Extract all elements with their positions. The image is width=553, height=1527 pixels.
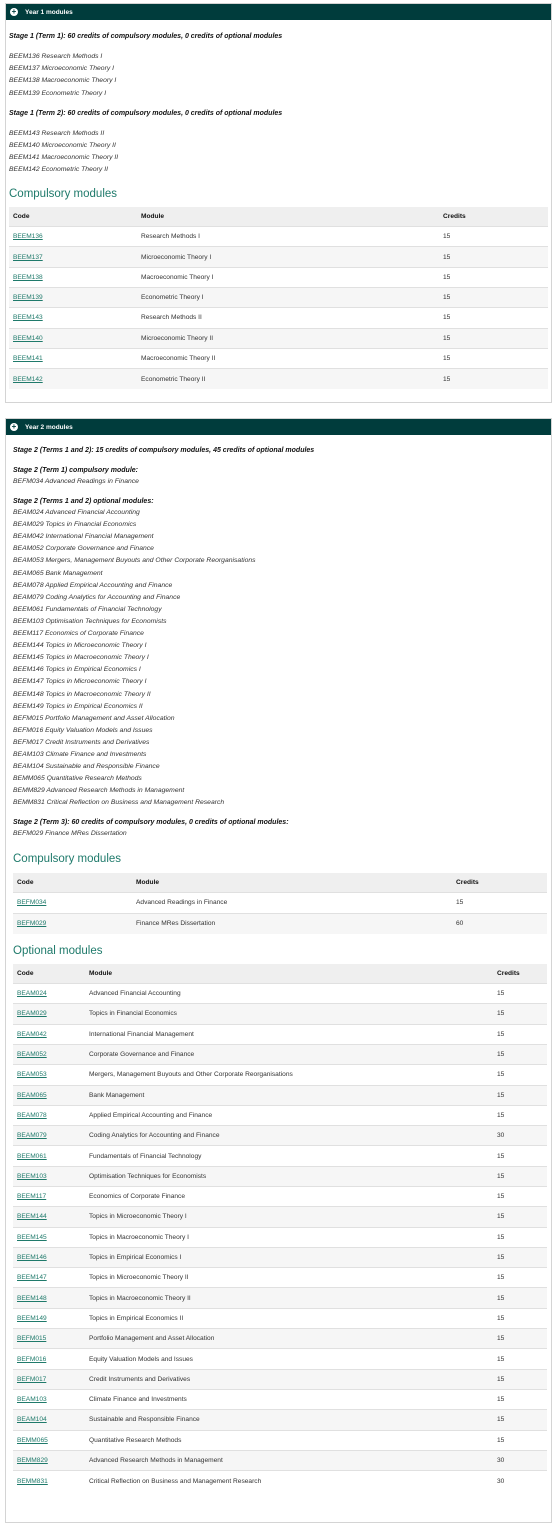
module-code-link[interactable]: BEEM061 bbox=[17, 1152, 47, 1160]
module-name-cell: Critical Reflection on Business and Management Research bbox=[85, 1471, 493, 1491]
stage1-term2-title: Stage 1 (Term 2): 60 credits of compulsory modules, 0 credits of optional modules bbox=[9, 109, 283, 117]
module-name-cell: Mergers, Management Buyouts and Other Corporate Reorganisations bbox=[85, 1065, 493, 1085]
module-code-link[interactable]: BEEM137 bbox=[13, 253, 43, 261]
list-item: BEMM831 Critical Reflection on Business and Management Research bbox=[13, 799, 225, 807]
module-name-cell: Topics in Macroeconomic Theory I bbox=[85, 1227, 493, 1247]
list-item: BEEM147 Topics in Microeconomic Theory I bbox=[13, 678, 147, 686]
column-header-code: Code bbox=[9, 207, 137, 227]
list-item: BEAM078 Applied Empirical Accounting and Finance bbox=[13, 581, 173, 589]
module-name-cell: Topics in Macroeconomic Theory II bbox=[85, 1288, 493, 1308]
module-name-cell: Fundamentals of Financial Technology bbox=[85, 1146, 493, 1166]
stage1-term2-list bbox=[9, 128, 548, 177]
table-row bbox=[13, 1471, 547, 1491]
credits-cell: 30 bbox=[493, 1126, 547, 1146]
credits-cell: 15 bbox=[439, 328, 548, 348]
module-code-cell bbox=[13, 1450, 85, 1470]
column-header-credits: Credits bbox=[452, 873, 547, 893]
list-item: BEEM143 Research Methods II bbox=[9, 129, 105, 137]
stage1-term1-list bbox=[9, 51, 548, 100]
module-code-link[interactable]: BEAM103 bbox=[17, 1396, 47, 1404]
credits-cell: 15 bbox=[493, 1207, 547, 1227]
module-name-cell: Topics in Microeconomic Theory II bbox=[85, 1268, 493, 1288]
credits-cell: 15 bbox=[493, 1288, 547, 1308]
module-name-cell: Advanced Research Methods in Management bbox=[85, 1450, 493, 1470]
list-item: BEAM053 Mergers, Management Buyouts and Other Corporate Reorganisations bbox=[13, 557, 256, 565]
module-code-link[interactable]: BEFM015 bbox=[17, 1335, 47, 1343]
module-name-cell: Climate Finance and Investments bbox=[85, 1389, 493, 1409]
list-item: BEEM137 Microeconomic Theory I bbox=[9, 65, 115, 73]
table-header-row bbox=[13, 873, 547, 893]
list-item: BEAM052 Corporate Governance and Finance bbox=[13, 545, 154, 553]
table-row bbox=[9, 247, 548, 267]
list-item: BEEM141 Macroeconomic Theory II bbox=[9, 154, 119, 162]
module-code-cell bbox=[13, 1044, 85, 1064]
year1-compulsory-title: Compulsory modules bbox=[9, 187, 118, 200]
module-name-cell: Topics in Microeconomic Theory I bbox=[85, 1207, 493, 1227]
table-row bbox=[9, 348, 548, 368]
module-name-cell: Econometric Theory I bbox=[137, 288, 439, 308]
list-item: BEEM061 Fundamentals of Financial Technology bbox=[13, 605, 162, 613]
module-code-cell bbox=[9, 348, 137, 368]
column-header-module: Module bbox=[137, 207, 439, 227]
module-name-cell: Microeconomic Theory I bbox=[137, 247, 439, 267]
credits-cell: 15 bbox=[439, 247, 548, 267]
table-row bbox=[13, 913, 547, 934]
module-name-cell: Research Methods I bbox=[137, 227, 439, 247]
year2-compulsory-title: Compulsory modules bbox=[13, 852, 122, 865]
table-row bbox=[9, 328, 548, 348]
table-row bbox=[13, 1308, 547, 1328]
module-code-link[interactable]: BEEM140 bbox=[13, 334, 43, 342]
column-header-code: Code bbox=[13, 873, 132, 893]
table-row bbox=[9, 369, 548, 389]
module-name-cell: Optimisation Techniques for Economists bbox=[85, 1166, 493, 1186]
module-code-link[interactable]: BEEM117 bbox=[17, 1193, 47, 1201]
list-item: BEEM145 Topics in Macroeconomic Theory I bbox=[13, 654, 149, 662]
stage2-term1-list bbox=[13, 476, 547, 488]
list-item: BEAM104 Sustainable and Responsible Finance bbox=[13, 763, 160, 771]
module-code-cell bbox=[13, 1126, 85, 1146]
module-code-link[interactable]: BEEM142 bbox=[13, 375, 43, 383]
credits-cell: 30 bbox=[493, 1450, 547, 1470]
module-code-link[interactable]: BEEM146 bbox=[17, 1254, 47, 1262]
module-code-link[interactable]: BEEM138 bbox=[13, 273, 43, 281]
module-name-cell: Advanced Readings in Finance bbox=[132, 893, 452, 914]
module-code-link[interactable]: BEEM147 bbox=[17, 1274, 47, 1282]
module-name-cell: Applied Empirical Accounting and Finance bbox=[85, 1105, 493, 1125]
list-item: BEEM149 Topics in Empirical Economics II bbox=[13, 702, 143, 710]
credits-cell: 15 bbox=[439, 369, 548, 389]
module-code-cell bbox=[9, 247, 137, 267]
table-row bbox=[9, 288, 548, 308]
year1-accordion-header[interactable] bbox=[6, 4, 551, 20]
module-code-cell bbox=[13, 1166, 85, 1186]
table-row bbox=[13, 1166, 547, 1186]
module-code-link[interactable]: BEEM136 bbox=[13, 233, 43, 241]
column-header-code: Code bbox=[13, 964, 85, 984]
table-row bbox=[13, 1004, 547, 1024]
module-code-link[interactable]: BEMM831 bbox=[17, 1477, 48, 1485]
table-row bbox=[13, 1085, 547, 1105]
module-name-cell: Econometric Theory II bbox=[137, 369, 439, 389]
module-code-cell bbox=[13, 1329, 85, 1349]
credits-cell: 15 bbox=[439, 308, 548, 328]
list-item: BEEM148 Topics in Macroeconomic Theory II bbox=[13, 690, 151, 698]
list-item: BEAM103 Climate Finance and Investments bbox=[13, 750, 147, 758]
module-name-cell: Economics of Corporate Finance bbox=[85, 1187, 493, 1207]
module-name-cell: International Financial Management bbox=[85, 1024, 493, 1044]
module-code-link[interactable]: BEEM148 bbox=[17, 1294, 47, 1302]
stage2-optional-title: Stage 2 (Terms 1 and 2) optional modules: bbox=[13, 498, 154, 506]
list-item: BEAM065 Bank Management bbox=[13, 569, 103, 577]
credits-cell: 15 bbox=[493, 1065, 547, 1085]
module-name-cell: Portfolio Management and Asset Allocation bbox=[85, 1329, 493, 1349]
module-code-link[interactable]: BEEM149 bbox=[17, 1314, 47, 1322]
module-code-link[interactable]: BEEM143 bbox=[13, 314, 43, 322]
year2-accordion-header[interactable] bbox=[6, 419, 551, 435]
table-row bbox=[13, 1105, 547, 1125]
table-row bbox=[13, 1329, 547, 1349]
column-header-module: Module bbox=[132, 873, 452, 893]
table-row bbox=[13, 893, 547, 914]
table-header-row bbox=[9, 207, 548, 227]
list-item: BEAM024 Advanced Financial Accounting bbox=[13, 509, 140, 517]
module-name-cell: Macroeconomic Theory II bbox=[137, 348, 439, 368]
credits-cell: 15 bbox=[493, 1187, 547, 1207]
year1-panel bbox=[5, 3, 552, 403]
module-code-cell bbox=[13, 984, 85, 1004]
list-item: BEFM017 Credit Instruments and Derivatives bbox=[13, 738, 150, 746]
table-row bbox=[13, 1044, 547, 1064]
module-code-link[interactable]: BEAM079 bbox=[17, 1132, 47, 1140]
stage2-title: Stage 2 (Terms 1 and 2): 15 credits of compulsory modules, 45 credits of optional modules bbox=[13, 447, 315, 454]
list-item: BEEM146 Topics in Empirical Economics I bbox=[13, 666, 141, 674]
table-row bbox=[13, 1065, 547, 1085]
module-code-link[interactable]: BEEM103 bbox=[17, 1172, 47, 1180]
credits-cell: 15 bbox=[493, 1329, 547, 1349]
module-code-cell bbox=[13, 1247, 85, 1267]
list-item: BEFM016 Equity Valuation Models and Issues bbox=[13, 726, 153, 734]
list-item: BEAM042 International Financial Management bbox=[13, 533, 154, 541]
module-code-cell bbox=[9, 227, 137, 247]
module-code-cell bbox=[13, 1268, 85, 1288]
year2-optional-table-title: Optional modules bbox=[13, 944, 103, 957]
module-name-cell: Topics in Empirical Economics II bbox=[85, 1308, 493, 1328]
table-row bbox=[9, 227, 548, 247]
credits-cell: 15 bbox=[439, 288, 548, 308]
table-row bbox=[13, 1430, 547, 1450]
module-code-link[interactable]: BEAM065 bbox=[17, 1091, 47, 1099]
table-row bbox=[13, 984, 547, 1004]
module-code-cell bbox=[13, 1187, 85, 1207]
list-item: BEFM034 Advanced Readings in Finance bbox=[13, 478, 139, 485]
module-name-cell: Bank Management bbox=[85, 1085, 493, 1105]
module-code-link[interactable]: BEAM053 bbox=[17, 1071, 47, 1079]
module-code-cell bbox=[13, 913, 132, 934]
stage1-term1-title: Stage 1 (Term 1): 60 credits of compulsory modules, 0 credits of optional modules bbox=[9, 33, 283, 40]
module-code-cell bbox=[9, 288, 137, 308]
credits-cell: 15 bbox=[493, 984, 547, 1004]
credits-cell: 15 bbox=[439, 227, 548, 247]
module-code-cell bbox=[13, 1105, 85, 1125]
list-item: BEMM065 Quantitative Research Methods bbox=[13, 775, 142, 783]
module-name-cell: Advanced Financial Accounting bbox=[85, 984, 493, 1004]
module-code-cell bbox=[13, 1430, 85, 1450]
module-code-link[interactable]: BEEM144 bbox=[17, 1213, 47, 1221]
module-name-cell: Credit Instruments and Derivatives bbox=[85, 1369, 493, 1389]
table-row bbox=[13, 1450, 547, 1470]
list-item: BEEM138 Macroeconomic Theory I bbox=[9, 77, 117, 85]
module-code-link[interactable]: BEAM104 bbox=[17, 1416, 47, 1424]
module-code-cell bbox=[13, 1227, 85, 1247]
credits-cell: 15 bbox=[493, 1227, 547, 1247]
module-name-cell: Quantitative Research Methods bbox=[85, 1430, 493, 1450]
credits-cell: 15 bbox=[439, 267, 548, 287]
module-name-cell: Research Methods II bbox=[137, 308, 439, 328]
module-code-cell bbox=[13, 1389, 85, 1409]
module-code-link[interactable]: BEFM034 bbox=[17, 899, 47, 907]
list-item: BEEM140 Microeconomic Theory II bbox=[9, 142, 116, 150]
module-name-cell: Topics in Empirical Economics I bbox=[85, 1247, 493, 1267]
table-row bbox=[13, 1369, 547, 1389]
stage2-term3-list bbox=[13, 828, 547, 840]
credits-cell: 15 bbox=[493, 1044, 547, 1064]
table-row bbox=[13, 1024, 547, 1044]
module-code-cell bbox=[13, 1308, 85, 1328]
module-code-cell bbox=[13, 1024, 85, 1044]
table-row bbox=[13, 1126, 547, 1146]
credits-cell: 15 bbox=[493, 1410, 547, 1430]
module-code-link[interactable]: BEMM065 bbox=[17, 1436, 48, 1444]
list-item: BEEM139 Econometric Theory I bbox=[9, 89, 107, 97]
credits-cell: 15 bbox=[493, 1105, 547, 1125]
list-item: BEEM144 Topics in Microeconomic Theory I bbox=[13, 642, 147, 650]
module-code-link[interactable]: BEAM078 bbox=[17, 1111, 47, 1119]
credits-cell: 15 bbox=[493, 1247, 547, 1267]
module-name-cell: Microeconomic Theory II bbox=[137, 328, 439, 348]
list-item: BEAM029 Topics in Financial Economics bbox=[13, 521, 137, 529]
table-row bbox=[13, 1227, 547, 1247]
credits-cell: 15 bbox=[439, 348, 548, 368]
list-item: BEMM829 Advanced Research Methods in Management bbox=[13, 787, 185, 795]
module-name-cell: Topics in Financial Economics bbox=[85, 1004, 493, 1024]
module-code-link[interactable]: BEAM042 bbox=[17, 1030, 47, 1038]
list-item: BEEM142 Econometric Theory II bbox=[9, 166, 108, 174]
table-row bbox=[13, 1247, 547, 1267]
module-code-cell bbox=[9, 308, 137, 328]
credits-cell: 15 bbox=[493, 1389, 547, 1409]
list-item: BEAM079 Coding Analytics for Accounting and Finance bbox=[13, 593, 181, 601]
module-code-cell bbox=[13, 1410, 85, 1430]
credits-cell: 15 bbox=[493, 1024, 547, 1044]
module-code-cell bbox=[13, 1288, 85, 1308]
table-row bbox=[13, 1187, 547, 1207]
table-row bbox=[13, 1410, 547, 1430]
list-item: BEFM015 Portfolio Management and Asset Allocation bbox=[13, 714, 175, 722]
credits-cell: 15 bbox=[493, 1146, 547, 1166]
module-code-link[interactable]: BEEM139 bbox=[13, 294, 43, 302]
module-code-link[interactable]: BEFM017 bbox=[17, 1375, 47, 1383]
table-row bbox=[9, 308, 548, 328]
table-row bbox=[13, 1207, 547, 1227]
table-row bbox=[9, 267, 548, 287]
credits-cell: 15 bbox=[493, 1268, 547, 1288]
stage2-optional-list bbox=[13, 507, 547, 809]
credits-cell: 15 bbox=[493, 1004, 547, 1024]
credits-cell: 15 bbox=[493, 1349, 547, 1369]
module-code-link[interactable]: BEAM024 bbox=[17, 990, 47, 998]
year2-panel bbox=[5, 418, 552, 1523]
column-header-module: Module bbox=[85, 964, 493, 984]
table-row bbox=[13, 1349, 547, 1369]
column-header-credits: Credits bbox=[493, 964, 547, 984]
credits-cell: 15 bbox=[493, 1430, 547, 1450]
year1-compulsory-table bbox=[9, 207, 548, 389]
module-code-cell bbox=[9, 328, 137, 348]
module-code-cell bbox=[13, 1207, 85, 1227]
module-code-link[interactable]: BEFM029 bbox=[17, 920, 47, 928]
module-name-cell: Finance MRes Dissertation bbox=[132, 913, 452, 934]
year2-compulsory-table bbox=[13, 873, 547, 934]
year2-optional-table bbox=[13, 964, 547, 1491]
plus-icon: + bbox=[11, 422, 17, 431]
credits-cell: 15 bbox=[452, 893, 547, 914]
module-code-cell bbox=[9, 267, 137, 287]
credits-cell: 15 bbox=[493, 1369, 547, 1389]
module-name-cell: Macroeconomic Theory I bbox=[137, 267, 439, 287]
module-name-cell: Sustainable and Responsible Finance bbox=[85, 1410, 493, 1430]
column-header-credits: Credits bbox=[439, 207, 548, 227]
table-row bbox=[13, 1146, 547, 1166]
module-code-link[interactable]: BEEM145 bbox=[17, 1233, 47, 1241]
module-code-link[interactable]: BEAM052 bbox=[17, 1051, 47, 1059]
module-code-cell bbox=[13, 1004, 85, 1024]
module-code-cell bbox=[13, 1085, 85, 1105]
module-code-link[interactable]: BEFM016 bbox=[17, 1355, 47, 1363]
module-name-cell: Corporate Governance and Finance bbox=[85, 1044, 493, 1064]
module-code-cell bbox=[13, 1349, 85, 1369]
table-header-row bbox=[13, 964, 547, 984]
module-code-link[interactable]: BEAM029 bbox=[17, 1010, 47, 1018]
module-code-cell bbox=[13, 1146, 85, 1166]
stage2-term3-title: Stage 2 (Term 3): 60 credits of compulsory modules, 0 credits of optional modules: bbox=[13, 819, 289, 827]
credits-cell: 60 bbox=[452, 913, 547, 934]
module-name-cell: Equity Valuation Models and Issues bbox=[85, 1349, 493, 1369]
table-row bbox=[13, 1288, 547, 1308]
credits-cell: 15 bbox=[493, 1085, 547, 1105]
credits-cell: 30 bbox=[493, 1471, 547, 1491]
module-code-cell bbox=[13, 1369, 85, 1389]
year1-heading: Year 1 modules bbox=[25, 8, 73, 16]
credits-cell: 15 bbox=[493, 1166, 547, 1186]
credits-cell: 15 bbox=[493, 1308, 547, 1328]
stage2-term1-title: Stage 2 (Term 1) compulsory module: bbox=[13, 467, 138, 474]
module-code-link[interactable]: BEEM141 bbox=[13, 355, 43, 363]
module-code-cell bbox=[13, 1471, 85, 1491]
module-name-cell: Coding Analytics for Accounting and Finance bbox=[85, 1126, 493, 1146]
list-item: BEEM136 Research Methods I bbox=[9, 53, 103, 60]
plus-icon: + bbox=[11, 7, 17, 16]
list-item: BEEM117 Economics of Corporate Finance bbox=[13, 630, 144, 638]
module-code-link[interactable]: BEMM829 bbox=[17, 1457, 48, 1464]
module-code-cell bbox=[13, 893, 132, 914]
list-item: BEFM029 Finance MRes Dissertation bbox=[13, 830, 127, 838]
table-row bbox=[13, 1389, 547, 1409]
table-row bbox=[13, 1268, 547, 1288]
year2-heading: Year 2 modules bbox=[25, 423, 73, 431]
module-code-cell bbox=[9, 369, 137, 389]
list-item: BEEM103 Optimisation Techniques for Economists bbox=[13, 617, 167, 625]
module-code-cell bbox=[13, 1065, 85, 1085]
